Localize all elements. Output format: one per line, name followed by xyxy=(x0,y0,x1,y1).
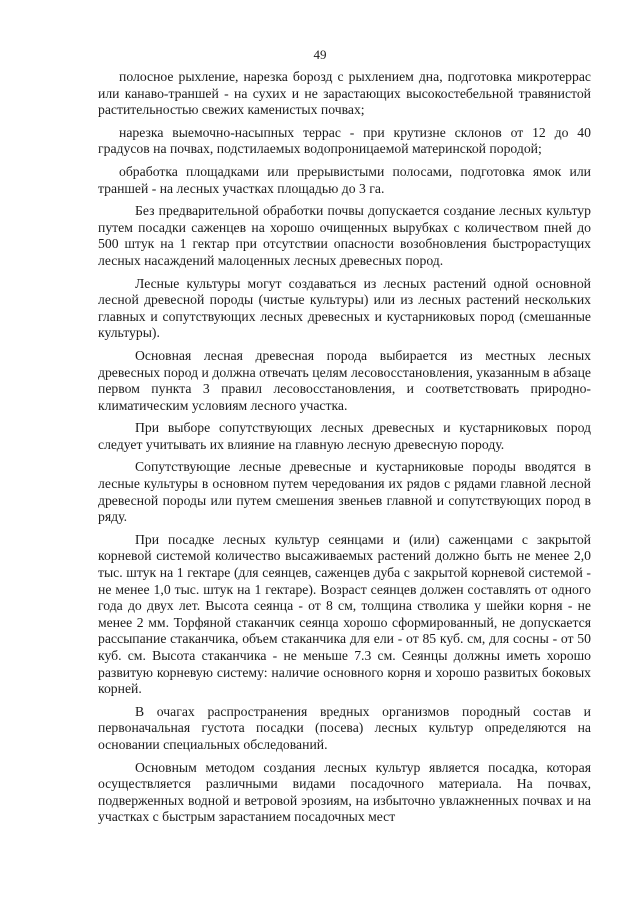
paragraph: Сопутствующие лесные древесные и кустарниковые породы вводятся в лесные культуры в основном путем чередования их рядов с рядами главной лесной древесной породы или путем смешения звеньев главной и сопутствующих пород в ряду. xyxy=(98,459,591,525)
paragraph: В очагах распространения вредных организмов породный состав и первоначальная густота посадки (посева) лесных культур определяются на основании специальных обследований. xyxy=(98,703,591,752)
paragraph: При посадке лесных культур сеянцами и (или) саженцами с закрытой корневой системой количество высаживаемых растений должно быть не менее 2,0 тыс. штук на 1 гектаре (для сеянцев, саженцев дуба с закрытой корневой системой - не менее 1,0 тыс. штук на 1 гектаре). Возраст сеянцев должен составлять от одного года до двух лет. Высота сеянца - от 8 см, толщина стволика у шейки корня - не менее 2 мм. Торфяной стаканчик сеянца хорошо сформированный, не допускается рассыпание стаканчика, объем стаканчика для ели - от 85 куб. см, для сосны - от 50 куб. см. Высота стаканчика - не меньше 7.3 см. Сеянцы должны иметь хорошо развитую корневую систему: наличие основного корня и хорошо развитых боковых корней. xyxy=(98,531,591,697)
document-body xyxy=(98,69,591,832)
paragraph: обработка площадками или прерывистыми полосами, подготовка ямок или траншей - на лесных участках площадью до 3 га. xyxy=(98,163,591,196)
paragraph: нарезка выемочно-насыпных террас - при крутизне склонов от 12 до 40 градусов на почвах, подстилаемых водопроницаемой материнской породой; xyxy=(98,124,591,157)
page-number: 49 xyxy=(313,47,327,62)
paragraph: Основным методом создания лесных культур является посадка, которая осуществляется различными видами посадочного материала. На почвах, подверженных водной и ветровой эрозиям, на избыточно увлажненных почвах и на участках с быстрым зарастанием посадочных мест xyxy=(98,759,591,825)
paragraph: При выборе сопутствующих лесных древесных и кустарниковых пород следует учитывать их влияние на главную лесную древесную породу. xyxy=(98,420,591,452)
paragraph: Лесные культуры могут создаваться из лесных растений одной основной лесной древесной породы (чистые культуры) или из лесных растений нескольких главных и сопутствующих лесных древесных и кустарниковых пород (смешанные культуры). xyxy=(98,275,591,341)
paragraph: Без предварительной обработки почвы допускается создание лесных культур путем посадки саженцев на хорошо очищенных вырубках с количеством пней до 500 штук на 1 гектар при отсутствии опасности возобновления быстрорастущих лесных насаждений малоценных лесных древесных пород. xyxy=(98,203,591,268)
paragraph: полосное рыхление, нарезка борозд с рыхлением дна, подготовка микротеррас или канаво-траншей - на сухих и не зарастающих высокостебельной травянистой растительностью свежих каменистых почвах; xyxy=(98,69,591,118)
paragraph: Основная лесная древесная порода выбирается из местных лесных древесных пород и должна отвечать целям лесовосстановления, указанным в абзаце первом пункта 3 правил лесовосстановления, и соответствовать природно-климатическим условиям лесного участка. xyxy=(98,347,591,413)
